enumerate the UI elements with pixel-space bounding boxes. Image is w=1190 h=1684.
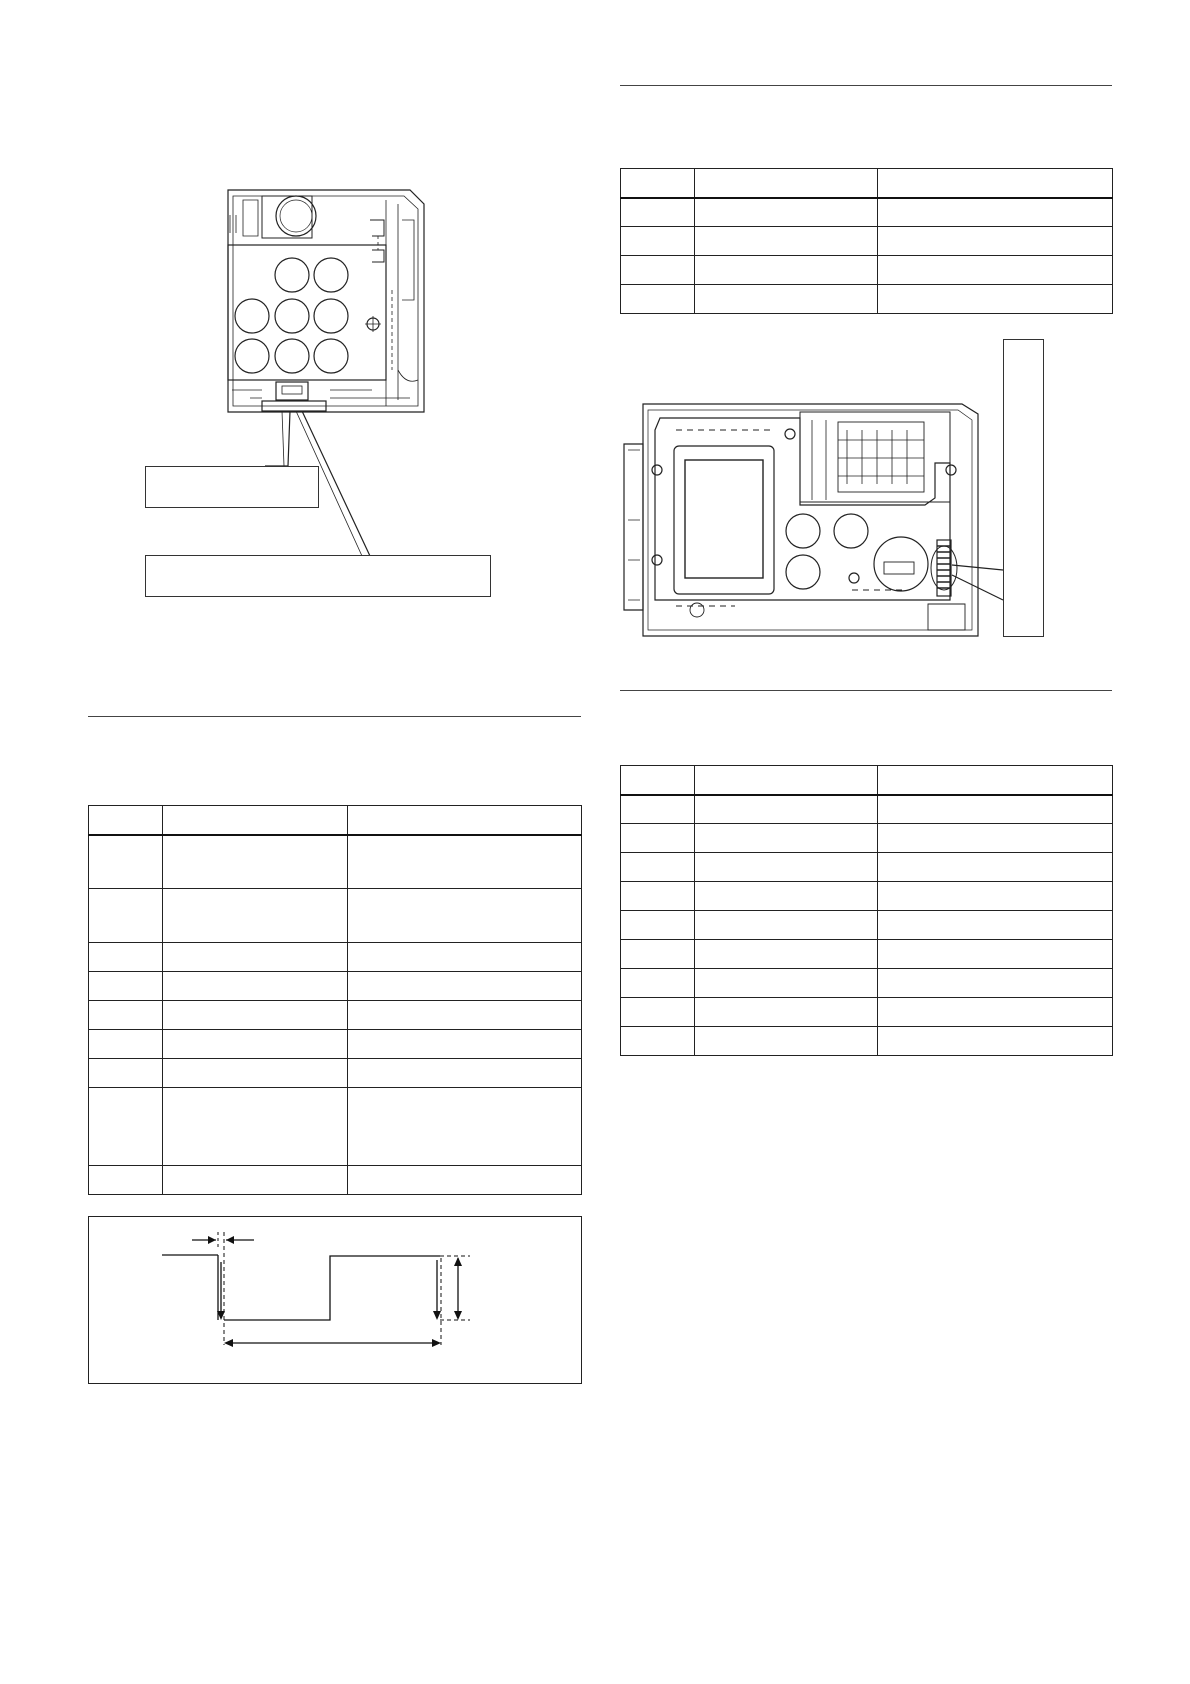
board-housing (643, 404, 978, 636)
pad (834, 514, 868, 548)
table-cell (621, 882, 695, 911)
table-cell (621, 795, 695, 824)
table-cell (878, 940, 1113, 969)
table-cell (695, 795, 878, 824)
table-cell (878, 911, 1113, 940)
pad (786, 514, 820, 548)
table-cell (621, 940, 695, 969)
screw-icon (652, 555, 662, 565)
motor-circle (874, 537, 928, 591)
table-row (621, 1027, 1113, 1056)
table-cell (621, 1027, 695, 1056)
main-board (655, 418, 950, 600)
table-cell (621, 911, 695, 940)
column-header (621, 766, 695, 795)
screw-icon (652, 465, 662, 475)
screw-icon (785, 429, 795, 439)
column-header (695, 766, 878, 795)
table-row (621, 795, 1113, 824)
table-cell (695, 940, 878, 969)
column-header (878, 766, 1113, 795)
table-row (621, 853, 1113, 882)
table-cell (878, 853, 1113, 882)
table-cell (878, 998, 1113, 1027)
table-cell (695, 969, 878, 998)
table-cell (695, 882, 878, 911)
table-row (621, 882, 1113, 911)
table-cell (695, 824, 878, 853)
table-row (621, 969, 1113, 998)
table-cell (695, 1027, 878, 1056)
table-cell (878, 1027, 1113, 1056)
table-header-row (621, 766, 1113, 795)
screw-icon (946, 465, 956, 475)
table-cell (878, 969, 1113, 998)
table-row (621, 940, 1113, 969)
table-cell (695, 911, 878, 940)
table-cell (621, 853, 695, 882)
table-cell (695, 853, 878, 882)
table-row (621, 998, 1113, 1027)
table-cell (878, 882, 1113, 911)
table-cell (878, 795, 1113, 824)
table-row (621, 824, 1113, 853)
table-cell (878, 824, 1113, 853)
table-cell (621, 824, 695, 853)
table-cell (621, 998, 695, 1027)
sensor-window (674, 446, 774, 594)
pad (786, 555, 820, 589)
section-divider (620, 690, 1112, 691)
screw-icon (849, 573, 859, 583)
table-cell (695, 998, 878, 1027)
right-bottom-table (620, 765, 1113, 1056)
table-row (621, 911, 1113, 940)
table-cell (621, 969, 695, 998)
